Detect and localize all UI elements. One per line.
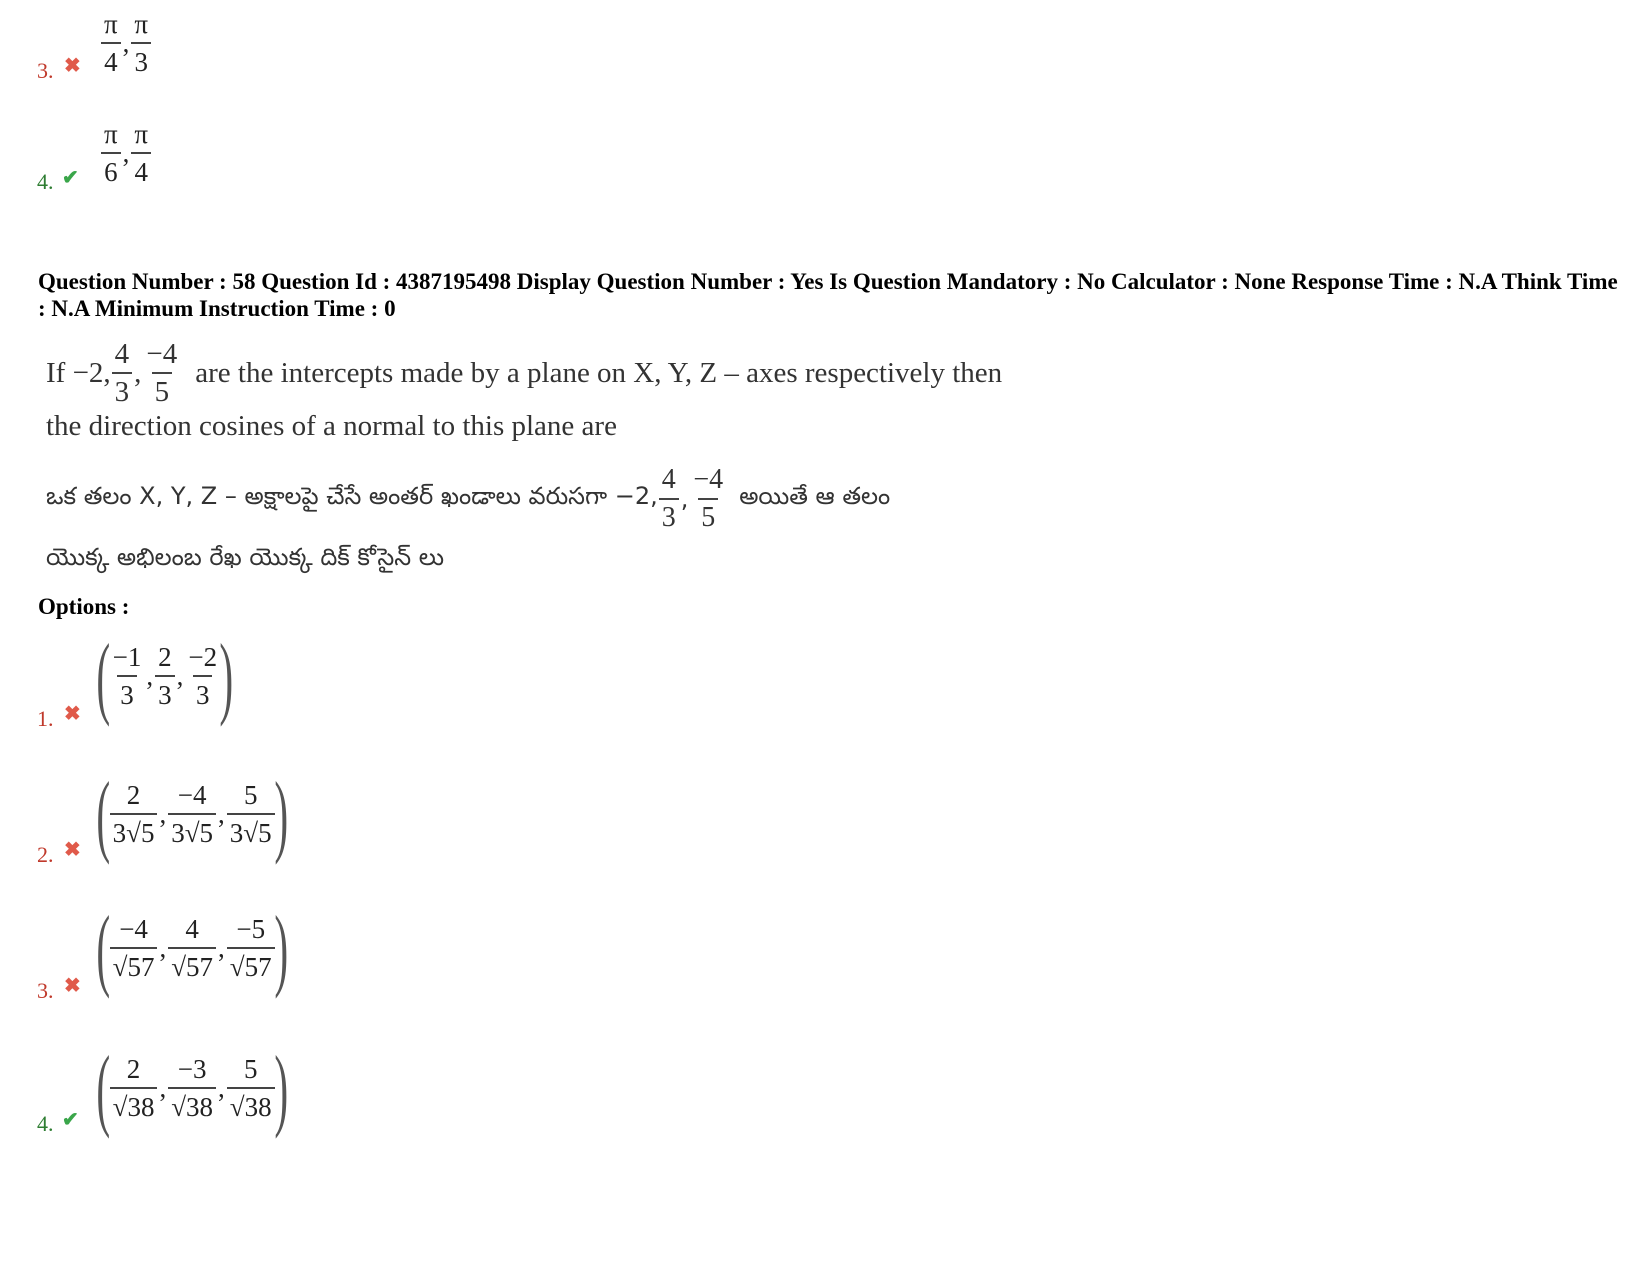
frac-denominator: 3 bbox=[193, 675, 213, 713]
option-4-number: 4. bbox=[37, 1111, 54, 1136]
frac-numerator: 2 bbox=[158, 642, 172, 672]
question-meta: Question Number : 58 Question Id : 4387195498 Display Question Number : Yes Is Question Mandatory : No Calculator : None Response Time : N.A Think Time : N.A Minimum Instruction Time : 0 bbox=[38, 269, 1618, 321]
frac-denominator: 4 bbox=[101, 42, 121, 80]
option-3-expression[interactable]: ( $\frac{-4}{√57}$ , $\frac{4}{√57}$ , $\frac{-5}{√57}$ ) bbox=[96, 897, 288, 999]
frac-denominator: 3 bbox=[131, 42, 151, 80]
frac-numerator: 4 bbox=[661, 464, 676, 495]
frac-denominator: 3 bbox=[117, 675, 137, 713]
frac-numerator: 2 bbox=[126, 1054, 141, 1084]
frac-denominator: 3 bbox=[112, 372, 133, 410]
frac-numerator: −2 bbox=[188, 642, 218, 672]
frac-numerator: −5 bbox=[236, 914, 266, 944]
question-telugu-line2: యొక్క అభిలంబ రేఖ యొక్క దిక్ కోసైన్ లు bbox=[46, 543, 445, 571]
prev-option-3-expression: $\frac{\pi}{4}$ , $\frac{\pi}{3}$ bbox=[100, 6, 152, 80]
correct-checkmark-icon: ✔ bbox=[62, 1109, 79, 1131]
frac-numerator: 4 bbox=[114, 338, 130, 370]
frac-numerator: 2 bbox=[126, 780, 141, 810]
option-1-number: 1. bbox=[37, 706, 54, 731]
frac-numerator: −4 bbox=[146, 338, 178, 370]
frac-denominator: √38 bbox=[168, 1087, 216, 1125]
options-label: Options : bbox=[38, 594, 130, 619]
frac-numerator: 5 bbox=[243, 780, 258, 810]
telugu-text-a: ఒక తలం X, Y, Z – అక్షాలపై చేసే అంతర్ ఖండాలు వరుసగా −2, bbox=[46, 482, 658, 510]
frac-denominator: √57 bbox=[227, 947, 275, 985]
frac-denominator: 3 bbox=[659, 498, 679, 536]
correct-checkmark-icon: ✔ bbox=[62, 167, 79, 189]
frac-denominator: √38 bbox=[110, 1087, 158, 1125]
frac-denominator: 5 bbox=[152, 372, 173, 410]
prev-option-3-number: 3. bbox=[37, 58, 54, 83]
frac-denominator: 3√5 bbox=[227, 813, 275, 851]
frac-numerator: 5 bbox=[243, 1054, 258, 1084]
frac-denominator: 3√5 bbox=[168, 813, 216, 851]
frac-numerator: −4 bbox=[693, 464, 724, 495]
question-line1-rest: are the intercepts made by a plane on X, Y, Z – axes respectively then bbox=[195, 356, 1003, 389]
frac-denominator: 5 bbox=[698, 498, 718, 536]
wrong-mark-icon: ✖ bbox=[64, 55, 81, 77]
prev-option-4-number: 4. bbox=[37, 169, 54, 194]
frac-denominator: √57 bbox=[168, 947, 216, 985]
frac-denominator: 4 bbox=[131, 152, 151, 190]
frac-numerator: −4 bbox=[119, 914, 148, 944]
wrong-mark-icon: ✖ bbox=[64, 703, 81, 725]
frac-numerator: 4 bbox=[185, 914, 199, 944]
wrong-mark-icon: ✖ bbox=[64, 975, 81, 997]
frac-denominator: √38 bbox=[227, 1087, 275, 1125]
wrong-mark-icon: ✖ bbox=[64, 839, 81, 861]
question-telugu-line1: ఒక తలం X, Y, Z – అక్షాలపై చేసే అంతర్ ఖండాలు వరుసగా −2, $\frac{4}{3}$ , $\frac{-4}{5}$ అయితే ఆ తలం bbox=[46, 462, 890, 536]
frac-denominator: √57 bbox=[110, 947, 158, 985]
frac-denominator: 6 bbox=[101, 152, 121, 190]
frac-numerator: −1 bbox=[112, 642, 142, 672]
telugu-text-b: అయితే ఆ తలం bbox=[739, 482, 891, 510]
prev-option-4-expression: $\frac{\pi}{6}$ , $\frac{\pi}{4}$ bbox=[100, 116, 152, 190]
option-3-number: 3. bbox=[37, 978, 54, 1003]
frac-numerator: π bbox=[134, 9, 149, 39]
question-english-line1: If −2, $\frac{4}{3}$ , $\frac{-4}{5}$ are the intercepts made by a plane on X, Y, Z – axes respectively then bbox=[46, 338, 1003, 408]
option-1-expression[interactable]: ( $\frac{-1}{3}$ , $\frac{2}{3}$ , $\frac{-2}{3}$ ) bbox=[96, 625, 234, 727]
frac-numerator: −4 bbox=[177, 780, 207, 810]
frac-numerator: −3 bbox=[177, 1054, 207, 1084]
frac-numerator: π bbox=[104, 9, 118, 39]
frac-denominator: 3 bbox=[155, 675, 175, 713]
frac-numerator: π bbox=[134, 119, 149, 149]
option-2-number: 2. bbox=[37, 842, 54, 867]
frac-denominator: 3√5 bbox=[110, 813, 158, 851]
frac-numerator: π bbox=[104, 119, 118, 149]
option-4-expression[interactable]: ( $\frac{2}{√38}$ , $\frac{-3}{√38}$ , $\frac{5}{√38}$ ) bbox=[96, 1037, 288, 1139]
question-prefix: If −2, bbox=[46, 356, 111, 389]
option-2-expression[interactable]: ( $\frac{2}{3√5}$ , $\frac{-4}{3√5}$ , $\frac{5}{3√5}$ ) bbox=[96, 763, 288, 865]
question-english-line2: the direction cosines of a normal to this plane are bbox=[46, 410, 617, 442]
